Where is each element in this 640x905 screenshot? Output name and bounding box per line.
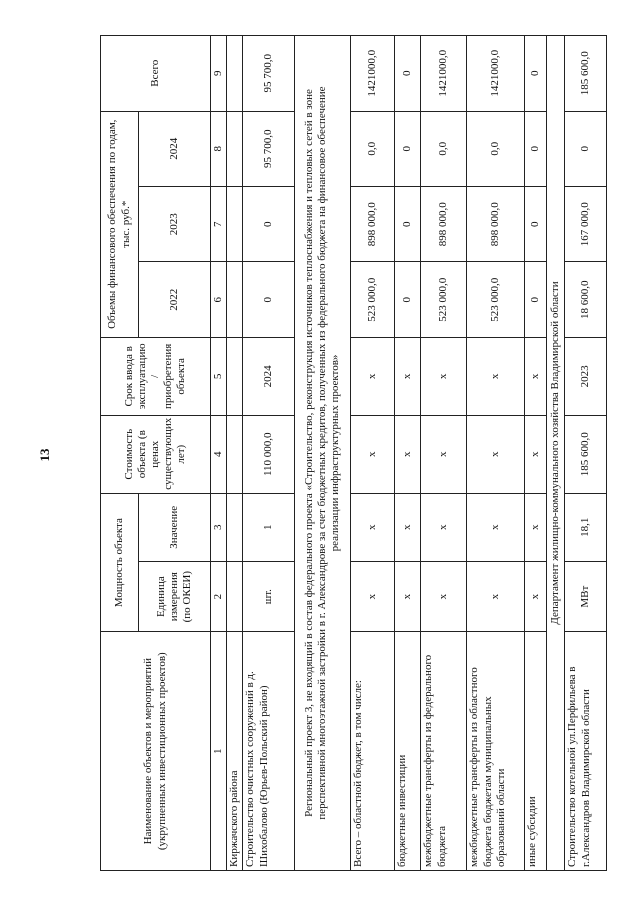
y2024-cell: 0,0: [351, 111, 395, 186]
table-row: [227, 36, 243, 871]
page-number: 13: [37, 448, 52, 462]
y2022-cell: 523 000,0: [467, 262, 525, 337]
project-span-row: [295, 36, 351, 871]
commission-cell: х: [525, 337, 547, 415]
index-cell: 1: [211, 632, 227, 871]
header-2024: 2024: [139, 111, 211, 186]
y2022-cell: 523 000,0: [351, 262, 395, 337]
row-name: межбюджетные трансферты из областного бюджета бюджетам муниципальных образований области: [467, 632, 525, 871]
total-cell: 1421000,0: [351, 36, 395, 112]
unit-cell: х: [421, 561, 467, 632]
table-row: [467, 36, 525, 871]
y2023-cell: 898 000,0: [351, 187, 395, 262]
unit-cell: МВт: [565, 561, 607, 632]
total-cell: 0: [395, 36, 421, 112]
value-cell: 1: [243, 493, 295, 561]
unit-cell: х: [395, 561, 421, 632]
value-cell: х: [525, 493, 547, 561]
commission-cell: х: [421, 337, 467, 415]
index-cell: 2: [211, 561, 227, 632]
header-funding: Объемы финансового обеспечения по годам, тыс. руб.*: [101, 111, 139, 337]
header-total: Всего: [101, 36, 211, 112]
total-cell: 185 600,0: [565, 36, 607, 112]
index-cell: 8: [211, 111, 227, 186]
row-name: Строительство очистных сооружений в д. Шихобалово (Юрьев-Польский район): [243, 632, 295, 871]
row-name: Киржачского района: [227, 632, 243, 871]
header-value: Значение: [139, 493, 211, 561]
index-cell: 5: [211, 337, 227, 415]
index-cell: 6: [211, 262, 227, 337]
value-cell: х: [395, 493, 421, 561]
y2023-cell: 0: [525, 187, 547, 262]
value-cell: 18,1: [565, 493, 607, 561]
table-row: [395, 36, 421, 871]
row-name: межбюджетные трансферты из федерального бюджета: [421, 632, 467, 871]
commission-cell: х: [467, 337, 525, 415]
y2023-cell: 0: [243, 187, 295, 262]
header-2023: 2023: [139, 187, 211, 262]
unit-cell: шт.: [243, 561, 295, 632]
cost-cell: х: [395, 415, 421, 493]
funding-table: [100, 35, 607, 871]
row-name: Строительство котельной ул.Перфильева в г.Александров Владимирской области: [565, 632, 607, 871]
row-name: иные субсидии: [525, 632, 547, 871]
y2022-cell: 0: [395, 262, 421, 337]
index-row: [211, 36, 227, 871]
row-name: бюджетные инвестиции: [395, 632, 421, 871]
y2024-cell: 0: [395, 111, 421, 186]
y2022-cell: 18 600,0: [565, 262, 607, 337]
header-capacity: Мощность объекта: [101, 493, 139, 632]
total-cell: 1421000,0: [467, 36, 525, 112]
commission-cell: 2023: [565, 337, 607, 415]
row-name: Всего – областной бюджет, в том числе:: [351, 632, 395, 871]
header-cost: Стоимость объекта (в ценах существующих лет): [101, 415, 211, 493]
y2022-cell: 0: [243, 262, 295, 337]
y2024-cell: 0,0: [467, 111, 525, 186]
cost-cell: х: [351, 415, 395, 493]
section-title: Департамент жилищно-коммунального хозяйства Владимирской области: [547, 36, 565, 871]
header-commission: Срок ввода в эксплуатацию / приобретения объекта: [101, 337, 211, 415]
value-cell: х: [421, 493, 467, 561]
cost-cell: х: [421, 415, 467, 493]
section-row: [547, 36, 565, 871]
y2024-cell: 0: [525, 111, 547, 186]
y2024-cell: 0,0: [421, 111, 467, 186]
rotated-page: [100, 0, 590, 905]
cost-cell: х: [525, 415, 547, 493]
cost-cell: 110 000,0: [243, 415, 295, 493]
commission-cell: 2024: [243, 337, 295, 415]
total-cell: 1421000,0: [421, 36, 467, 112]
total-cell: 95 700,0: [243, 36, 295, 112]
y2023-cell: 898 000,0: [421, 187, 467, 262]
y2022-cell: 523 000,0: [421, 262, 467, 337]
unit-cell: х: [467, 561, 525, 632]
table-row: [243, 36, 295, 871]
y2022-cell: 0: [525, 262, 547, 337]
cost-cell: х: [467, 415, 525, 493]
y2023-cell: 898 000,0: [467, 187, 525, 262]
index-cell: 7: [211, 187, 227, 262]
y2024-cell: 0: [565, 111, 607, 186]
y2024-cell: 95 700,0: [243, 111, 295, 186]
y2023-cell: 167 000,0: [565, 187, 607, 262]
index-cell: 4: [211, 415, 227, 493]
header-2022: 2022: [139, 262, 211, 337]
header-name: Наименование объектов и мероприятий (укрупненных инвестиционных проектов): [101, 632, 211, 871]
table-row: [565, 36, 607, 871]
table-row: [351, 36, 395, 871]
unit-cell: х: [525, 561, 547, 632]
commission-cell: х: [395, 337, 421, 415]
table-row: [421, 36, 467, 871]
total-cell: 0: [525, 36, 547, 112]
commission-cell: х: [351, 337, 395, 415]
y2023-cell: 0: [395, 187, 421, 262]
index-cell: 9: [211, 36, 227, 112]
unit-cell: х: [351, 561, 395, 632]
value-cell: х: [351, 493, 395, 561]
table-row: [525, 36, 547, 871]
cost-cell: 185 600,0: [565, 415, 607, 493]
index-cell: 3: [211, 493, 227, 561]
project-description: Региональный проект 3, не входящий в состав федерального проекта «Строительство, реконструкция источников теплоснабжения и тепловых сетей в зоне перспективной многоэтажной застройки в г. Александрове за счет бюджетных кредитов, полученных из федерального бюджета на финансовое обеспечение реализации инфраструктурных проектов»: [295, 36, 351, 871]
header-unit: Единица измерения (по ОКЕИ): [139, 561, 211, 632]
value-cell: х: [467, 493, 525, 561]
